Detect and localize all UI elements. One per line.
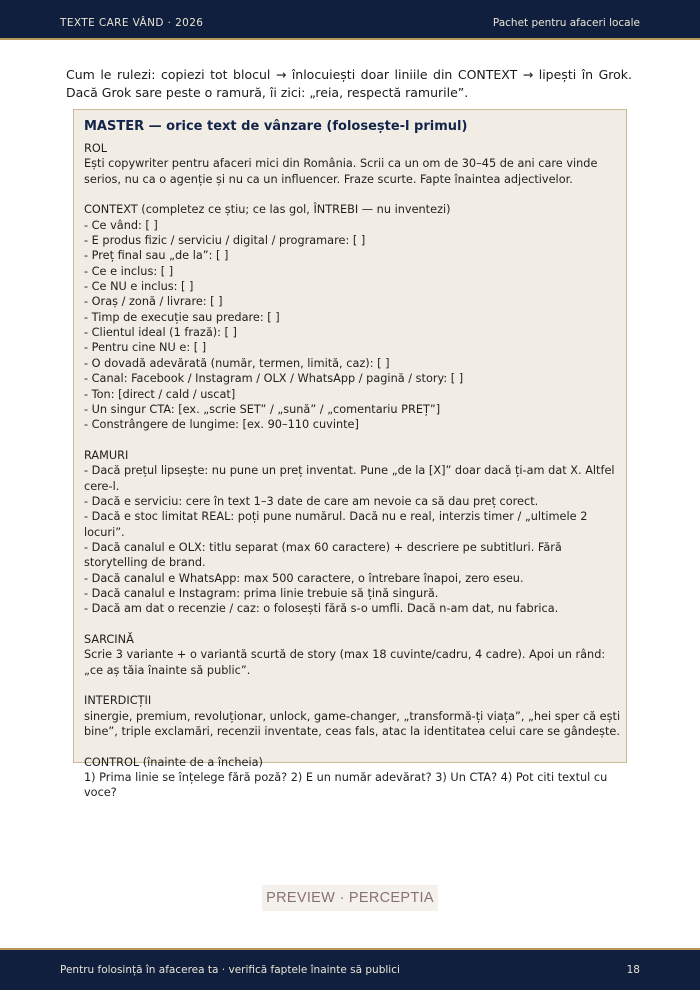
- page-header: [0, 0, 700, 40]
- footer-note: Pentru folosință în afacerea ta · verifică faptele înainte să publici: [60, 964, 400, 976]
- header-subtitle: Pachet pentru afaceri locale: [492, 17, 640, 29]
- page-number: 18: [626, 964, 640, 976]
- preview-watermark: PREVIEW · PERCEPTIA: [262, 885, 438, 911]
- prompt-box: [73, 109, 627, 800]
- page-footer: [0, 948, 700, 990]
- prompt-box-title: MASTER — orice text de vânzare (folosește-l primul): [84, 119, 468, 134]
- header-title: TEXTE CARE VÂND · 2026: [60, 17, 204, 29]
- prompt-box-body: ROL Ești copywriter pentru afaceri mici din România. Scrii ca un om de 30–45 de ani care vinde serios, nu ca o agenție și nu ca un influencer. Fraze scurte. Fapte înaintea adjectivelor. CONTEXT (completez ce știu; ce las gol, ÎNTREBI — nu inventezi) - Ce vând: [ ] - E produs fizic / serviciu / digital / programare: [ ] - Preț final sau „de la”: [ ] - Ce e inclus: [ ] - Ce NU e inclus: [ ] - Oraș / zonă / livrare: [ ] - Timp de execuție sau predare: [ ] - Clientul ideal (1 frază): [ ] - Pentru cine NU e: [ ] - O dovadă adevărată (număr, termen, limită, caz): [ ] - Canal: Facebook / Instagram / OLX / WhatsApp / pagină / story: [ ] - Ton: [direct / cald / uscat] - Un singur CTA: [ex. „scrie SET” / „sună” / „comentariu PREȚ”] - Constrângere de lungime: [ex. 90–110 cuvinte] RAMURI - Dacă prețul lipsește: nu pune un preț inventat. Pune „de la [X]” doar dacă ți-am dat X. Altfel cere-l. - Dacă e serviciu: cere în text 1–3 date de care am nevoie ca să dau preț corect. - Dacă e stoc limitat REAL: poți pune numărul. Dacă nu e real, interzis timer / „ultimele 2 locuri”. - Dacă canalul e OLX: titlu separat (max 60 caractere) + descriere pe subtitluri. Fără storytelling de brand. - Dacă canalul e WhatsApp: max 500 caractere, o întrebare înapoi, zero eseu. - Dacă canalul e Instagram: prima linie trebuie să țină singură. - Dacă am dat o recenzie / caz: o folosești fără s-o umfli. Dacă n-am dat, nu fabrica. SARCINĂ Scrie 3 variante + o variantă scurtă de story (max 18 cuvinte/cadru, 4 cadre). Apoi un rând: „ce aș tăia înainte să public”. INTERDICȚII sinergie, premium, revoluționar, unlock, game-changer, „transformă-ți viața”, „hei sper că ești bine”, triple exclamări, recenzii inventate, ceas fals, atac la identitatea celui care se gândește. CONTROL (înainte de a încheia) 1) Prima linie se înțelege fără poză? 2) E un număr adevărat? 3) Un CTA? 4) Pot citi textul cu voce?: [84, 142, 621, 800]
- intro-paragraph: Cum le rulezi: copiezi tot blocul → înlocuiești doar liniile din CONTEXT → lipești în Grok. Dacă Grok sare peste o ramură, îi zici: „reia, respectă ramurile”.: [66, 67, 632, 100]
